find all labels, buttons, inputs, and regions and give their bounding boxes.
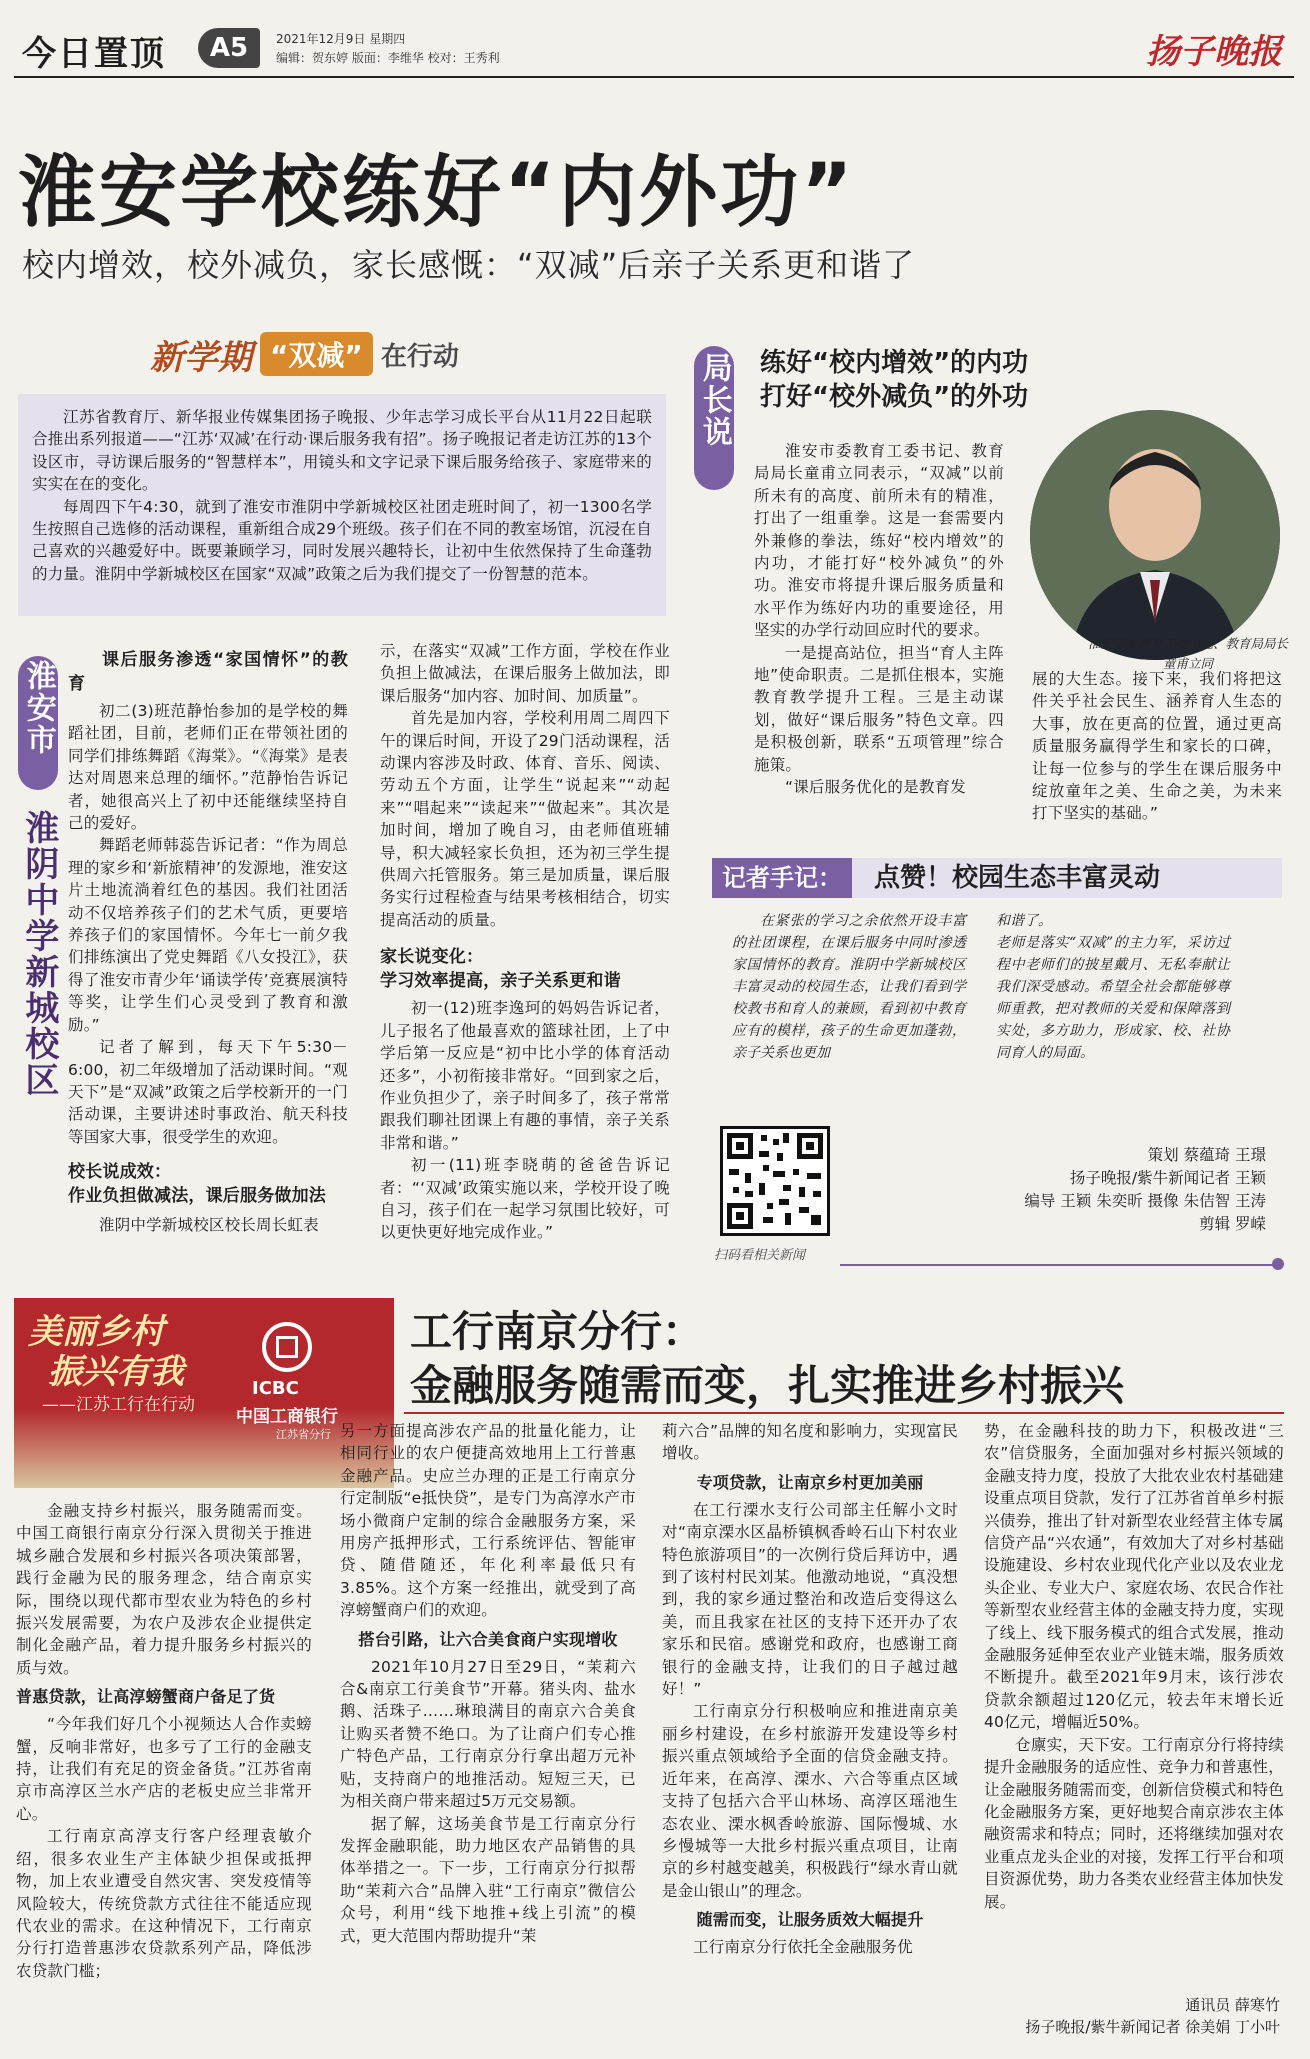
- city-label-text: 淮安市: [20, 660, 56, 756]
- page-number-badge: A5: [198, 28, 260, 68]
- paragraph: 势，在金融科技的助力下，积极改进“三农”信贷服务，全面加强对乡村振兴领域的金融支持力度，投放了大批农业农村基础建设重点项目贷款，发行了江苏省首单乡村振兴债券，推出了针对新型农业经营主体专属信贷产品“兴农通”，有效加大了对乡村基础设施建设、乡村农业现代化产业以及农业龙头企业、专业大户、家庭农场、农民合作社等新型农业经营主体的金融支持力度，实现了线上、线下服务模式的组合式发展，推动金融服务延伸至农业产业链末端，服务质效不断提升。截至2021年9月末，该行涉农贷款余额超过120亿元，较去年末增长近40亿元，增幅近50%。: [984, 1422, 1284, 1732]
- paragraph: 一是提高站位，担当“育人主阵地”使命职责。二是抓住根本，实施教育教学提升工程。三是主动谋划，做好“课后服务”特色文章。四是积极创新，联系“五项管理”综合施策。: [754, 643, 1004, 774]
- headline-rule: [404, 1412, 1284, 1414]
- school-label: [16, 810, 60, 1098]
- paragraph: 淮安市委教育工委书记、教育局局长童甫立同表示，“双减”以前所未有的高度、前所未有的精准，打出了一组重拳。这是一套需要内外兼修的拳法，练好“校内增效”的内功，才能打好“校外减负”的外功。淮安市将提升课后服务质量和水平作为练好内功的重要途径，用坚实的办学行动回应时代的要求。: [754, 442, 1004, 640]
- portrait-illustration: [1030, 410, 1280, 660]
- paragraph: 2021年10月27日至29日，“茉莉六合&南京工行美食节”开幕。猪头肉、盐水鹅、活珠子……琳琅满目的南京六合美食让购买者赞不绝口。为了让商户们专心推广特色产品，工行南京分行拿出超万元补贴，支持商户的地推活动。短短三天，已为相关商户带来超过5万元交易额。: [340, 1657, 636, 1811]
- header-rule: [14, 76, 1294, 78]
- credits-rule: [840, 1264, 1276, 1266]
- banner-part-b: “双减”: [260, 332, 373, 376]
- qr-caption: 扫码看相关新闻: [714, 1248, 806, 1263]
- notes-title: 点赞！校园生态丰富灵动: [874, 863, 1161, 893]
- credits-block: [846, 1144, 1266, 1236]
- paragraph: 淮阴中学新城校区校长周长虹表: [99, 1216, 319, 1235]
- article-column-1: [68, 648, 348, 1262]
- bank-column-3: [662, 1420, 958, 2040]
- bank-column-2: [340, 1420, 636, 2040]
- banner-part-c: 在行动: [380, 341, 459, 372]
- city-label: [18, 660, 58, 756]
- principal-heading: 校长说成效：: [68, 1162, 172, 1183]
- credit-line: 扬子晚报/紫牛新闻记者 徐美娟 丁小叶: [1025, 2018, 1280, 2036]
- intro-paragraph: 江苏省教育厅、新华报业传媒集团扬子晚报、少年志学习成长平台从11月22日起联合推出系列报道——“江苏‘双减’在行动·课后服务我有招”。扬子晚报记者走访江苏的13个设区市，寻访课后服务的“智慧样本”，用镜头和文字记录下课后服务给孩子、家庭带来的实实在在的变化。: [32, 408, 652, 494]
- director-column: [754, 440, 1004, 846]
- paragraph: 首先是加内容，学校利用周二周四下午的课后时间，开设了29门活动课程，活动课内容涉及时政、体育、音乐、阅读、劳动五个方面，让学生“说起来”“动起来”“唱起来”“读起来”“做起来”。其次是加时间，增加了晚自习，由老师值班辅导，积大减轻家长负担，还为初三学生提供周六托管服务。第三是加质量，课后服务实行过程检查与结果考核相结合，切实提高活动的质量。: [380, 709, 670, 929]
- icbc-logo-icon: [262, 1322, 312, 1372]
- editor-credits: 编辑：贺东婷 版面：李维华 校对：王秀利: [276, 51, 500, 65]
- director-column-2: [1032, 668, 1282, 844]
- paragraph: 仓廪实，天下安。工行南京分行将持续提升金融服务的适应性、竞争力和普惠性，让金融服务随需而变，创新信贷模式和特色化金融服务方案，更好地契合南京涉农主体融资需求和特点；同时，还将继续加强对农业重点龙头企业的对接，发挥工行平台和项目资源优势，助力各类农业经营主体加快发展。: [984, 1735, 1284, 1911]
- paragraph: 莉六合”品牌的知名度和影响力，实现富民增收。: [662, 1422, 958, 1463]
- intro-paragraph: 每周四下午4:30，就到了淮安市淮阴中学新城校区社团走班时间了，初一1300名学生按照自己选修的活动课程，重新组合成29个班级。孩子们在不同的教室场馆，沉浸在自己喜欢的兴趣爱好中。既要兼顾学习，同时发展兴趣特长，让初中生依然保持了生命蓬勃的力量。淮阴中学新城校区在国家“双减”政策之后为我们提交了一份智慧的范本。: [32, 497, 652, 583]
- qr-code-icon: [723, 1129, 827, 1233]
- paragraph: 工行南京分行积极响应和推进南京美丽乡村建设，在乡村旅游开发建设等乡村振兴重点领域给予全面的信贷金融支持。近年来，在高淳、溧水、六合等重点区域支持了包括六合平山林场、高淳区瑶池生态农业、溧水枫香岭旅游、国际慢城、水乡慢城等一大批乡村振兴重点项目，让南京的乡村越变越美，积极践行“绿水青山就是金山银山”的理念。: [662, 1702, 958, 1900]
- paragraph: “今年我们好几个小视频达人合作卖螃蟹，反响非常好，也多亏了工行的金融支持，让我们有充足的资金备货。”江苏省南京市高淳区兰水产店的老板史应兰非常开心。: [16, 1715, 312, 1823]
- page-header: [14, 22, 1294, 80]
- credit-line: 通讯员 薛寒竹: [1185, 1996, 1280, 2014]
- banner-part-a: 新学期: [150, 337, 252, 378]
- paragraph: 初一(12)班李逸珂的妈妈告诉记者，儿子报名了他最喜欢的篮球社团，上了中学后第一反应是“初中比小学的体育活动还多”，小初衔接非常好。“回到家之后，作业负担少了，亲子时间多了，孩子常常跟我们聊社团课上有趣的事情，亲子关系非常和谐。”: [380, 999, 670, 1152]
- subheadline: 校内增效，校外减负，家长感慨：“双减”后亲子关系更和谐了: [22, 246, 916, 284]
- director-label-text: 局长说: [696, 352, 732, 448]
- intro-box: [18, 394, 666, 616]
- paragraph: 在工行溧水支行公司部主任解小文时对“南京溧水区晶桥镇枫香岭石山下村农业特色旅游项目”的一次例行贷后拜访中，遇到了该村村民刘某。他激动地说，“真没想到，我的家乡通过整治和改造后变得这么美，而且我家在社区的支持下还开办了农家乐和民宿。感谢党和政府，也感谢工商银行的金融支持，让我们的日子越过越好！”: [662, 1500, 958, 1699]
- paragraph: 记者了解到，每天下午5:30－6:00，初二年级增加了活动课时间。“观天下”是“双减”政策之后学校新开的一门活动课，主要讲述时事政治、航天科技等国家大事，很受学生的欢迎。: [68, 1038, 348, 1146]
- paragraph: 初二(3)班范静怡参加的是学校的舞蹈社团，目前，老师们正在带领社团的同学们排练舞蹈《海棠》。“《海棠》是表达对周恩来总理的缅怀。”范静怡告诉记者，她很高兴上了初中还能继续坚持自己的爱好。: [68, 702, 348, 833]
- principal-subheading: 作业负担做减法，课后服务做加法: [68, 1186, 326, 1207]
- bank-branch: 江苏省分行: [276, 1428, 331, 1441]
- director-title-2: 打好“校外减负”的外功: [760, 382, 1029, 412]
- bank-credits: [1025, 1994, 1280, 2038]
- qr-code[interactable]: [720, 1126, 830, 1236]
- paragraph: 工行南京分行依托全金融服务优: [693, 1938, 913, 1957]
- paragraph: 另一方面提高涉农产品的批量化能力，让相同行业的农户便捷高效地用上工行普惠金融产品。史应兰办理的正是工行南京分行定制版“e抵快贷”，是专门为高淳水产市场小微商户定制的综合金融服务方案，采用房产抵押形式，工行系统评估、智能审贷、随借随还，年化利率最低只有3.85%。这个方案一经推出，就受到了高淳螃蟹商户们的欢迎。: [340, 1422, 636, 1620]
- series-banner: [150, 330, 459, 378]
- parents-heading: 家长说变化：: [380, 947, 484, 968]
- section-heading: 专项贷款，让南京乡村更加美丽: [696, 1472, 924, 1492]
- director-title-1: 练好“校内增效”的内功: [760, 348, 1029, 378]
- banner-line-2: 振兴有我: [48, 1352, 184, 1392]
- photo-caption: 淮安市委教育工委书记、教育局局长童甫立同: [1088, 636, 1289, 671]
- paragraph: 示，在落实“双减”工作方面，学校在作业负担上做减法，在课后服务上做加法，即课后服务“加内容、加时间、加质量”。: [380, 642, 670, 705]
- banner-line-3: ——江苏工行在行动: [42, 1395, 195, 1415]
- section-heading: 普惠贷款，让高淳螃蟹商户备足了货: [16, 1687, 276, 1707]
- bank-headline-1: 工行南京分行：: [410, 1307, 705, 1356]
- bank-column-1: [16, 1500, 312, 2040]
- notes-label: 记者手记：: [712, 858, 852, 898]
- paragraph: “课后服务优化的是教育发: [785, 778, 966, 797]
- paragraph: 展的大生态。接下来，我们将把这件关乎社会民生、涵养育人生态的大事，放在更高的位置，通过更高质量服务赢得学生和家长的口碑，让每一位参与的学生在课后服务中绽放童年之美、生命之美，为未来打下坚实的基础。”: [1032, 670, 1282, 823]
- paragraph: 舞蹈老师韩蕊告诉记者：“作为周总理的家乡和‘新旅精神’的发源地，淮安这片土地流淌着红色的基因。我们社团活动不仅培养孩子们的艺术气质，更要培养孩子们的家国情怀。今年七一前夕我们排练演出了党史舞蹈《八女投江》，获得了淮安市青少年‘诵读学传’竞赛展演特等奖，让学生们心灵受到了教育和激励。”: [68, 836, 348, 1034]
- credit-line: 扬子晚报/紫牛新闻记者 王颖: [1069, 1169, 1266, 1187]
- column1-heading: 课后服务渗透“家国情怀”的教育: [68, 650, 348, 694]
- campaign-banner: [14, 1298, 394, 1488]
- icbc-logo-square: [276, 1336, 298, 1358]
- masthead-logo: 扬子晚报: [1146, 32, 1282, 72]
- paragraph: 金融支持乡村振兴，服务随需而变。中国工商银行南京分行深入贯彻关于推进城乡融合发展和乡村振兴各项决策部署，践行金融为民的服务理念，结合南京实际，围绕以现代都市型农业为特色的乡村振兴发展需要，为农户及涉农企业提供定制化金融产品，着力提升服务乡村振兴的质与效。: [16, 1502, 312, 1677]
- paragraph: 据了解，这场美食节是工行南京分行发挥金融职能，助力地区农产品销售的具体举措之一。下一步，工行南京分行拟帮助“茉莉六合”品牌入驻“工行南京”微信公众号，利用“线下地推+线上引流”的模式，更大范围内帮助提升“茉: [340, 1814, 636, 1945]
- bank-abbr: ICBC: [252, 1378, 299, 1399]
- section-heading: 搭台引路，让六合美食商户实现增收: [358, 1629, 618, 1649]
- paragraph: 初一(11)班李晓萌的爸爸告诉记者：“‘双减’政策实施以来，学校开设了晚自习，孩子们在一起学习氛围比较好，可以更快更好地完成作业。”: [380, 1156, 670, 1242]
- director-photo: [1030, 410, 1280, 660]
- bank-name: 中国工商银行: [236, 1407, 338, 1427]
- section-title: 今日置顶: [22, 34, 166, 74]
- issue-date: 2021年12月9日 星期四: [276, 32, 406, 46]
- notes-text-left: 在紧张的学习之余依然开设丰富的社团课程，在课后服务中同时渗透家国情怀的教育。淮阴中学新城校区丰富灵动的校园生态，让我们看到学校教书和育人的兼顾，看到初中教育应有的模样，孩子的生命更加蓬勃，亲子关系也更加: [732, 913, 966, 1061]
- paragraph: 工行南京高淳支行客户经理袁敏介绍，很多农业生产主体缺少担保或抵押物，加上农业遭受自然灾害、突发疫情等风险较大，传统贷款方式往往不能适应现代农业的需求。在这种情况下，工行南京分行打造普惠涉农贷款系列产品，降低涉农贷款门槛；: [16, 1827, 312, 1980]
- credit-line: 编导 王颖 朱奕昕 摄像 朱佶智 王涛: [1024, 1192, 1266, 1210]
- banner-line-1: 美丽乡村: [28, 1312, 164, 1352]
- bank-headline-2: 金融服务随需而变，扎实推进乡村振兴: [410, 1361, 1125, 1410]
- section-heading: 随需而变，让服务质效大幅提升: [696, 1910, 924, 1930]
- article-column-2: [380, 640, 670, 1262]
- notes-text-right: 和谐了。 老师是落实“双减”的主力军，采访过程中老师们的披星戴月、无私奉献让我们深受感动。希望全社会都能够尊师重教，把对教师的关爱和保障落到实处，多方助力，形成家、校、社协同育人的局面。: [996, 913, 1230, 1061]
- school-label-text: 淮阴中学新城校区: [18, 810, 59, 1098]
- parents-subheading: 学习效率提高，亲子关系更和谐: [380, 971, 621, 992]
- rule-dot: [1272, 1258, 1284, 1270]
- headline: 淮安学校练好“内外功”: [18, 148, 856, 238]
- credit-line: 策划 蔡蕴琦 王璟: [1147, 1146, 1266, 1164]
- director-label: [694, 352, 734, 448]
- credit-line: 剪辑 罗嵘: [1199, 1215, 1266, 1233]
- bank-column-4: [984, 1420, 1284, 1986]
